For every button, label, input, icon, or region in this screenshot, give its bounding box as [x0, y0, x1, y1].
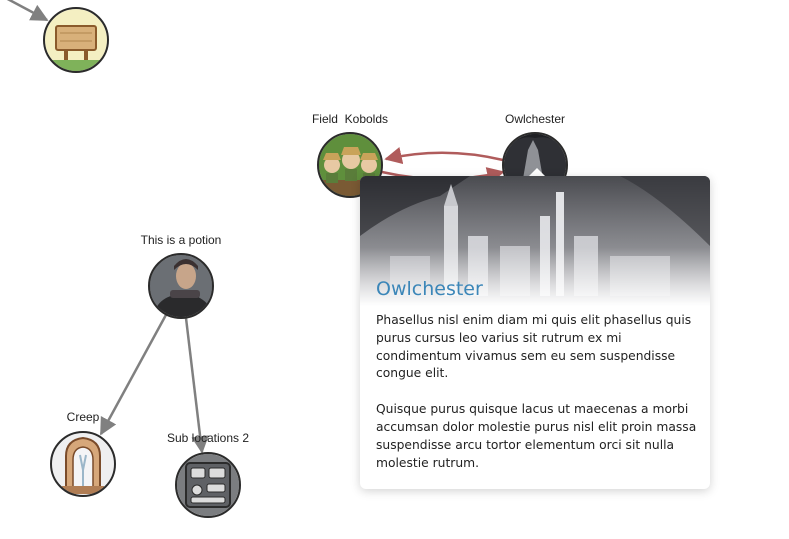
- popup-title: Owlchester: [376, 278, 483, 300]
- node-creep[interactable]: [51, 410, 115, 496]
- popup-description: [376, 312, 698, 489]
- node-label-potion: This is a potion: [140, 233, 222, 247]
- node-potion[interactable]: [141, 233, 222, 334]
- node-sublocations[interactable]: [167, 431, 249, 517]
- node-label-field-kobolds: Field Kobolds: [311, 112, 389, 126]
- hooded-man-icon: [149, 254, 213, 334]
- wooden-sign-icon: [48, 26, 104, 74]
- popup-paragraph: Phasellus nisl enim diam mi quis elit phasellus quis purus cursus leo varius sit rutrum ex mi condimentum vivamus sem eu sem suspendisse congue elit.: [376, 313, 692, 381]
- popup-paragraph: Quisque purus quisque lacus ut maecenas a morbi accumsan dolor molestie purus nisl elit proin massa suspendisse arcu tortor elementum orci sit nulla molestie rutrum.: [376, 402, 697, 470]
- stone-archway-icon: [62, 438, 104, 494]
- edge-owlchester-to-kobolds: [386, 153, 503, 160]
- edge-offscreen-to-sign: [2, 0, 47, 20]
- node-label-owlchester: Owlchester: [504, 112, 566, 126]
- edge-potion-to-creep: [101, 313, 167, 434]
- node-label-creep: Creep: [66, 410, 100, 424]
- node-sign[interactable]: [44, 8, 108, 74]
- location-popup[interactable]: [360, 176, 710, 489]
- popup-pointer: [529, 168, 545, 176]
- control-panel-icon: [186, 463, 230, 507]
- node-label-sublocations: Sub locations 2: [166, 431, 250, 445]
